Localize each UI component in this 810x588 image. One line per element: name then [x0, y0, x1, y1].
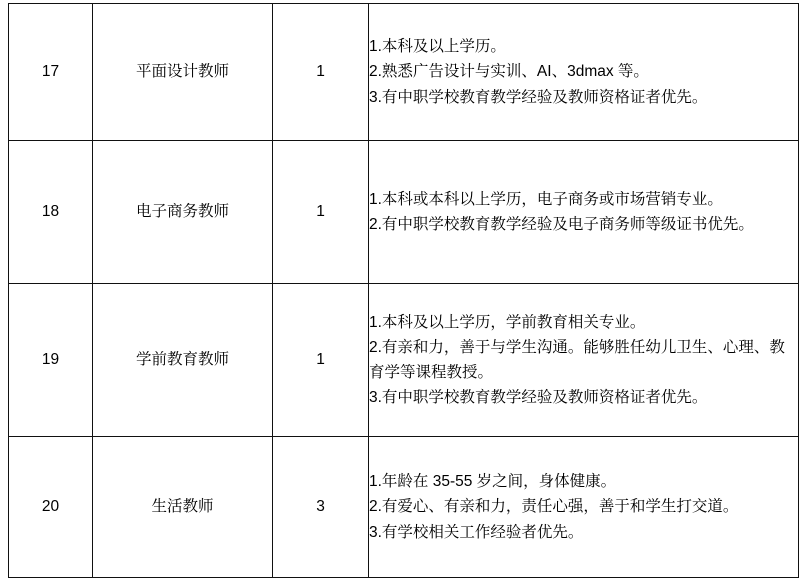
requirement-line: 2.有亲和力，善于与学生沟通。能够胜任幼儿卫生、心理、教育学等课程教授。 [369, 338, 785, 381]
requirement-line: 2.有中职学校教育教学经验及电子商务师等级证书优先。 [369, 216, 754, 233]
position-name: 生活教师 [151, 498, 214, 516]
position-name: 平面设计教师 [135, 63, 229, 81]
requirements-cell [369, 141, 799, 284]
requirement-line: 1.本科及以上学历，学前教育相关专业。 [369, 313, 646, 331]
headcount: 3 [316, 498, 325, 516]
row-number: 17 [41, 63, 60, 81]
row-number-cell [9, 284, 93, 437]
table-row [9, 437, 799, 578]
requirements-cell [369, 4, 799, 141]
table-row [9, 141, 799, 284]
recruitment-table [8, 3, 799, 578]
table-row [9, 4, 799, 141]
position-cell [93, 4, 273, 141]
headcount-cell [273, 4, 369, 141]
headcount-cell [273, 437, 369, 578]
requirement-line: 2.熟悉广告设计与实训、AI、3dmax 等。 [369, 63, 649, 81]
requirement-line: 3.有中职学校教育教学经验及教师资格证者优先。 [369, 88, 708, 106]
requirements-cell [369, 437, 799, 578]
row-number-cell [9, 4, 93, 141]
row-number: 20 [41, 498, 60, 516]
row-number-cell [9, 141, 93, 284]
position-cell [93, 141, 273, 284]
requirement-line: 3.有中职学校教育教学经验及教师资格证者优先。 [369, 389, 708, 407]
document-page [0, 3, 810, 588]
requirement-line: 1.本科及以上学历。 [369, 38, 506, 56]
position-cell [93, 437, 273, 578]
requirement-line: 3.有学校相关工作经验者优先。 [369, 523, 584, 541]
headcount: 1 [316, 63, 325, 81]
position-cell [93, 284, 273, 437]
requirement-line: 2.有爱心、有亲和力，责任心强，善于和学生打交道。 [369, 498, 739, 516]
requirements-cell [369, 284, 799, 437]
table-row [9, 284, 799, 437]
headcount-cell [273, 284, 369, 437]
headcount-cell [273, 141, 369, 284]
headcount: 1 [316, 203, 325, 221]
row-number: 19 [41, 351, 60, 369]
row-number-cell [9, 437, 93, 578]
headcount: 1 [316, 351, 325, 369]
requirement-line: 1.年龄在 35-55 岁之间，身体健康。 [369, 473, 617, 491]
row-number: 18 [41, 203, 60, 221]
position-name: 电子商务教师 [135, 203, 229, 221]
requirement-line: 1.本科或本科以上学历，电子商务或市场营销专业。 [369, 190, 723, 208]
position-name: 学前教育教师 [135, 351, 229, 369]
